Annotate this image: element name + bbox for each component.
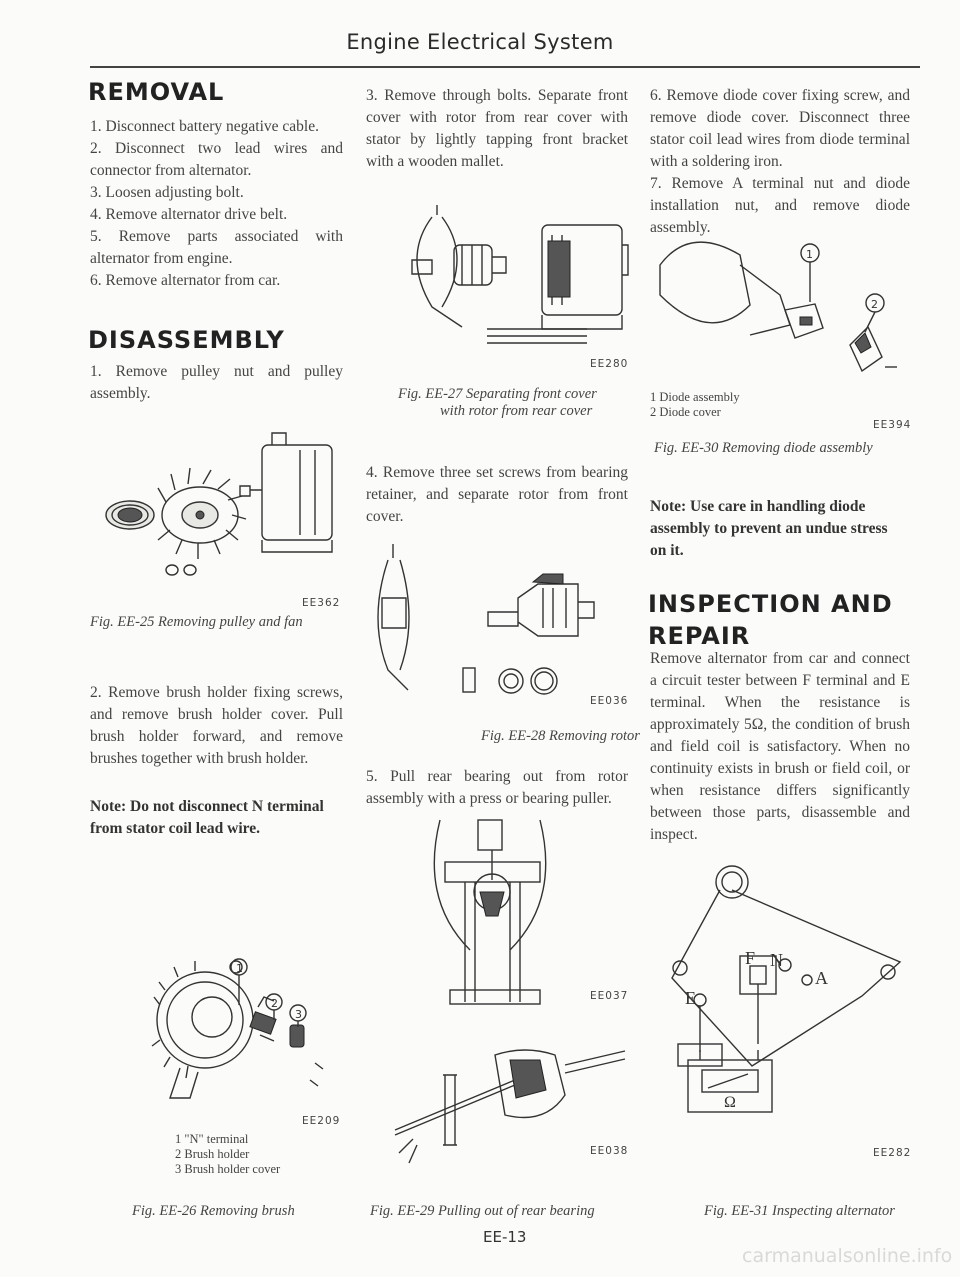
removal-step: 6. Remove alternator from car. <box>90 272 281 289</box>
removal-step: 2. Disconnect two lead wires and connector from alternator. <box>90 140 343 179</box>
inspection-heading-line2: REPAIR <box>648 622 751 650</box>
fig26-caption: Fig. EE-26 Removing brush <box>132 1203 295 1219</box>
fig27-code: EE280 <box>590 358 629 370</box>
fig27-caption-line1: Fig. EE-27 Separating front cover <box>398 386 597 402</box>
removing-rotor-illustration <box>368 538 628 718</box>
removal-heading: REMOVAL <box>88 78 225 106</box>
fig30-legend <box>650 390 740 420</box>
fig26-legend <box>175 1132 280 1177</box>
legend-item: 1 "N" terminal <box>175 1132 249 1146</box>
fig31-code: EE282 <box>873 1147 912 1159</box>
step-5: 5. Pull rear bearing out from rotor assembly with a press or bearing puller. <box>366 768 628 807</box>
header-rule <box>90 66 920 68</box>
step-3: 3. Remove through bolts. Separate front cover with rotor from rear cover with stator by lightly tapping front bracket with a wooden mallet. <box>366 87 628 170</box>
terminal-n-label: N <box>770 950 783 970</box>
disassembly-heading: DISASSEMBLY <box>88 326 285 354</box>
removal-step: 1. Disconnect battery negative cable. <box>90 118 319 135</box>
removal-step: 3. Loosen adjusting bolt. <box>90 184 244 201</box>
fig29-caption: Fig. EE-29 Pulling out of rear bearing <box>370 1203 595 1219</box>
fig25-caption: Fig. EE-25 Removing pulley and fan <box>90 614 303 630</box>
fig26-code: EE209 <box>302 1115 341 1127</box>
svg-text:2: 2 <box>271 997 278 1010</box>
legend-item: 2 Brush holder <box>175 1147 250 1161</box>
legend-item: 1 Diode assembly <box>650 390 740 404</box>
fig27-caption-line2: with rotor from rear cover <box>440 403 593 419</box>
svg-text:1: 1 <box>806 248 813 261</box>
bearing-press-illustration <box>420 820 560 1010</box>
page-number: EE-13 <box>483 1228 527 1246</box>
step-7: 7. Remove A terminal nut and diode installation nut, and remove diode assembly. <box>650 175 910 236</box>
fig29a-code: EE037 <box>590 990 629 1002</box>
legend-item: 2 Diode cover <box>650 405 721 419</box>
svg-text:2: 2 <box>871 298 878 311</box>
fig30-code: EE394 <box>873 419 912 431</box>
removal-step: 5. Remove parts associated with alternator from engine. <box>90 228 343 267</box>
disassembly-step-1: 1. Remove pulley nut and pulley assembly. <box>90 363 343 402</box>
disassembly-step-2: 2. Remove brush holder fixing screws, and remove brush holder cover. Pull brush holder forward, and remove brushes together with brush holder. <box>90 684 343 767</box>
inspection-text: Remove alternator from car and connect a circuit tester between F terminal and E terminal. When the resistance is approximately 5Ω, the condition of brush and field coil is satisfactory. When no continuity exists in brush or field coil, or when resistance differs significantly between those parts, disassemble and inspect. <box>650 650 910 843</box>
fig28-caption: Fig. EE-28 Removing rotor <box>481 728 640 744</box>
fig25-code: EE362 <box>302 597 341 609</box>
terminal-a-label: A <box>815 968 828 988</box>
diode-assembly-illustration <box>650 225 905 405</box>
ohm-symbol: Ω <box>724 1094 736 1111</box>
svg-text:1: 1 <box>236 962 243 975</box>
watermark: carmanualsonline.info <box>742 1245 953 1267</box>
fig29b-code: EE038 <box>590 1145 629 1157</box>
fig30-caption: Fig. EE-30 Removing diode assembly <box>654 440 873 456</box>
brush-removal-illustration <box>140 945 340 1125</box>
fig31-caption: Fig. EE-31 Inspecting alternator <box>704 1203 895 1219</box>
removal-steps <box>90 116 343 292</box>
svg-text:3: 3 <box>295 1008 302 1021</box>
step-6: 6. Remove diode cover fixing screw, and remove diode cover. Disconnect three stator coil lead wires from diode terminal with a soldering iron. <box>650 87 910 170</box>
step-4: 4. Remove three set screws from bearing retainer, and separate rotor from front cover. <box>366 464 628 525</box>
note-diode-care: Note: Use care in handling diode assembly to prevent an undue stress on it. <box>650 498 888 559</box>
removal-step: 4. Remove alternator drive belt. <box>90 206 288 223</box>
pulley-fan-illustration <box>100 420 345 580</box>
inspection-heading-line1: INSPECTION AND <box>648 590 893 618</box>
separating-cover-illustration <box>392 195 632 345</box>
legend-item: 3 Brush holder cover <box>175 1162 281 1176</box>
page-header: Engine Electrical System <box>346 30 614 54</box>
note-n-terminal: Note: Do not disconnect N terminal from stator coil lead wire. <box>90 798 324 837</box>
terminal-e-label: E <box>685 988 696 1008</box>
fig28-code: EE036 <box>590 695 629 707</box>
terminal-f-label: F <box>745 948 756 968</box>
